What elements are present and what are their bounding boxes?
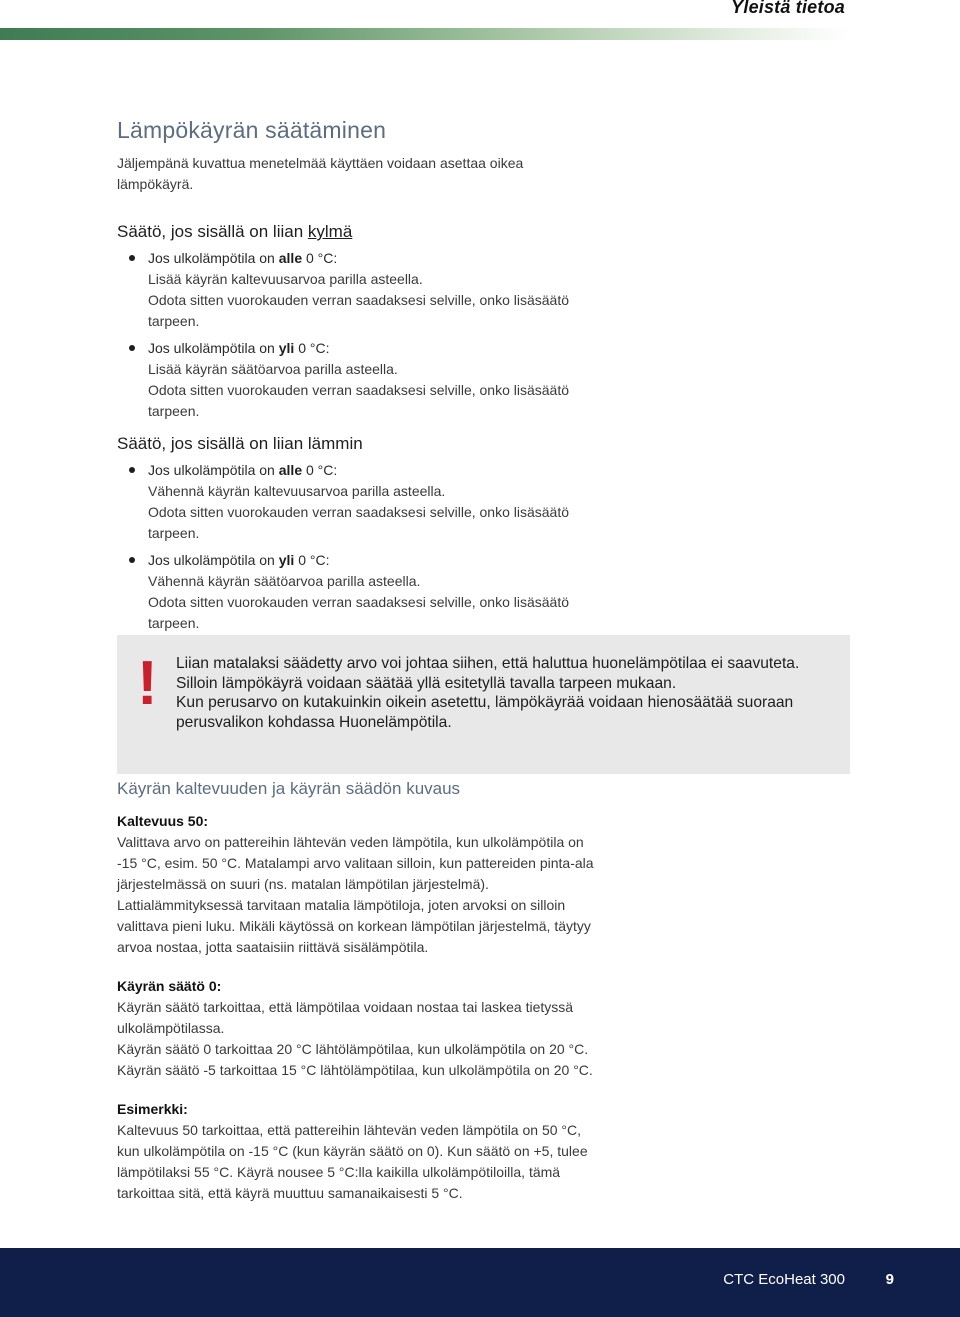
warm-heading: Säätö, jos sisällä on liian lämmin (117, 434, 363, 453)
main-content (117, 117, 857, 640)
condition-suffix: 0 °C: (294, 552, 330, 568)
action: Vähennä käyrän kaltevuusarvoa parilla asteella. (148, 483, 446, 499)
footer-bar (0, 1248, 960, 1317)
page-number: 9 (885, 1271, 894, 1288)
slope-text: Valittava arvo on pattereihin lähtevän veden lämpötila, kun ulkolämpötila on -15 °C, esim. 50 °C. Matalampi arvo valitaan silloin, kun pattereiden pinta-ala järjestelmässä on suuri (ns. matalan lämpötilan järjestelmä). Lattialämmityksessä tarvitaan matalia lämpötiloja, joten arvoksi on silloin valittava pieni luku. Mikäli käytössä on korkean lämpötilan järjestelmä, täytyy arvoa nostaa, jotta saataisiin riittävä sisälämpötila. (117, 834, 594, 955)
action: Vähennä käyrän säätöarvoa parilla asteella. (148, 573, 421, 589)
bullet-icon (129, 467, 135, 473)
intro-text: Jäljempänä kuvattua menetelmää käyttäen voidaan asettaa oikea lämpökäyrä. (117, 155, 524, 192)
warm-rules-list (117, 460, 857, 634)
cold-heading-emphasis: kylmä (307, 222, 353, 241)
slope-title: Kaltevuus 50: (117, 813, 209, 829)
cold-rules-list (117, 248, 857, 422)
adjust-line-3: Käyrän säätö -5 tarkoittaa 15 °C lähtölämpötilaa, kun ulkolämpötila on 20 °C. (117, 1062, 593, 1078)
action: Lisää käyrän kaltevuusarvoa parilla asteella. (148, 271, 423, 287)
condition-prefix: Jos ulkolämpötila on (148, 552, 279, 568)
condition-suffix: 0 °C: (294, 340, 330, 356)
warning-text-1: Liian matalaksi säädetty arvo voi johtaa siihen, että haluttua huonelämpötilaa ei saavuteta. Silloin lämpökäyrä voidaan säätää yllä esitetyllä tavalla tarpeen mukaan. (176, 655, 800, 692)
adjust-line-1: Käyrän säätö tarkoittaa, että lämpötilaa voidaan nostaa tai laskea tietyssä ulkolämpötilassa. (117, 999, 574, 1036)
condition-suffix: 0 °C: (302, 462, 338, 478)
warning-text (176, 654, 816, 732)
exclamation-icon: ! (137, 649, 158, 718)
condition-emphasis: alle (278, 462, 303, 478)
adjust-line-2: Käyrän säätö 0 tarkoittaa 20 °C lähtölämpötilaa, kun ulkolämpötila on 20 °C. (117, 1041, 589, 1057)
condition-suffix: 0 °C: (302, 250, 338, 266)
list-item (117, 248, 857, 332)
list-item (117, 550, 857, 634)
example-title: Esimerkki: (117, 1101, 188, 1117)
cold-heading-prefix: Säätö, jos sisällä on liian (117, 222, 308, 241)
cold-heading (117, 222, 857, 242)
list-item (117, 338, 857, 422)
warning-box (117, 635, 850, 774)
condition (148, 248, 857, 269)
bullet-icon (129, 255, 135, 261)
condition-emphasis: yli (278, 552, 295, 568)
wait-note: Odota sitten vuorokauden verran saadaksesi selville, onko lisäsäätö tarpeen. (148, 504, 570, 541)
section-label: Yleistä tietoa (731, 0, 845, 17)
condition-prefix: Jos ulkolämpötila on (148, 250, 279, 266)
condition-prefix: Jos ulkolämpötila on (148, 340, 279, 356)
bullet-icon (129, 557, 135, 563)
page-title: Lämpökäyrän säätäminen (117, 117, 387, 143)
wait-note: Odota sitten vuorokauden verran saadaksesi selville, onko lisäsäätö tarpeen. (148, 594, 570, 631)
example-text: Kaltevuus 50 tarkoittaa, että pattereihin lähtevän veden lämpötila on 50 °C, kun ulkolämpötila on -15 °C (kun käyrän säätö on 0). Kun säätö on +5, tulee lämpötilaksi 55 °C. Käyrä nousee 5 °C:lla kaikilla ulkolämpötiloilla, tämä tarkoittaa sitä, että käyrä muuttuu samanaikaisesti 5 °C. (117, 1122, 588, 1201)
condition (148, 550, 857, 571)
header-gradient-bar (0, 28, 850, 40)
wait-note: Odota sitten vuorokauden verran saadaksesi selville, onko lisäsäätö tarpeen. (148, 382, 570, 419)
adjust-title: Käyrän säätö 0: (117, 978, 222, 994)
description-section (117, 779, 857, 1204)
description-heading: Käyrän kaltevuuden ja käyrän säädön kuvaus (117, 779, 461, 798)
warning-text-2: Kun perusarvo on kutakuinkin oikein asetettu, lämpökäyrää voidaan hienosäätää suoraan perusvalikon kohdassa Huonelämpötila. (176, 694, 794, 731)
action: Lisää käyrän säätöarvoa parilla asteella. (148, 361, 398, 377)
bullet-icon (129, 345, 135, 351)
footer-product-name: CTC EcoHeat 300 (723, 1271, 845, 1288)
condition-emphasis: alle (278, 250, 303, 266)
condition-emphasis: yli (278, 340, 295, 356)
list-item (117, 460, 857, 544)
condition-prefix: Jos ulkolämpötila on (148, 462, 279, 478)
condition (148, 338, 857, 359)
wait-note: Odota sitten vuorokauden verran saadaksesi selville, onko lisäsäätö tarpeen. (148, 292, 570, 329)
condition (148, 460, 857, 481)
